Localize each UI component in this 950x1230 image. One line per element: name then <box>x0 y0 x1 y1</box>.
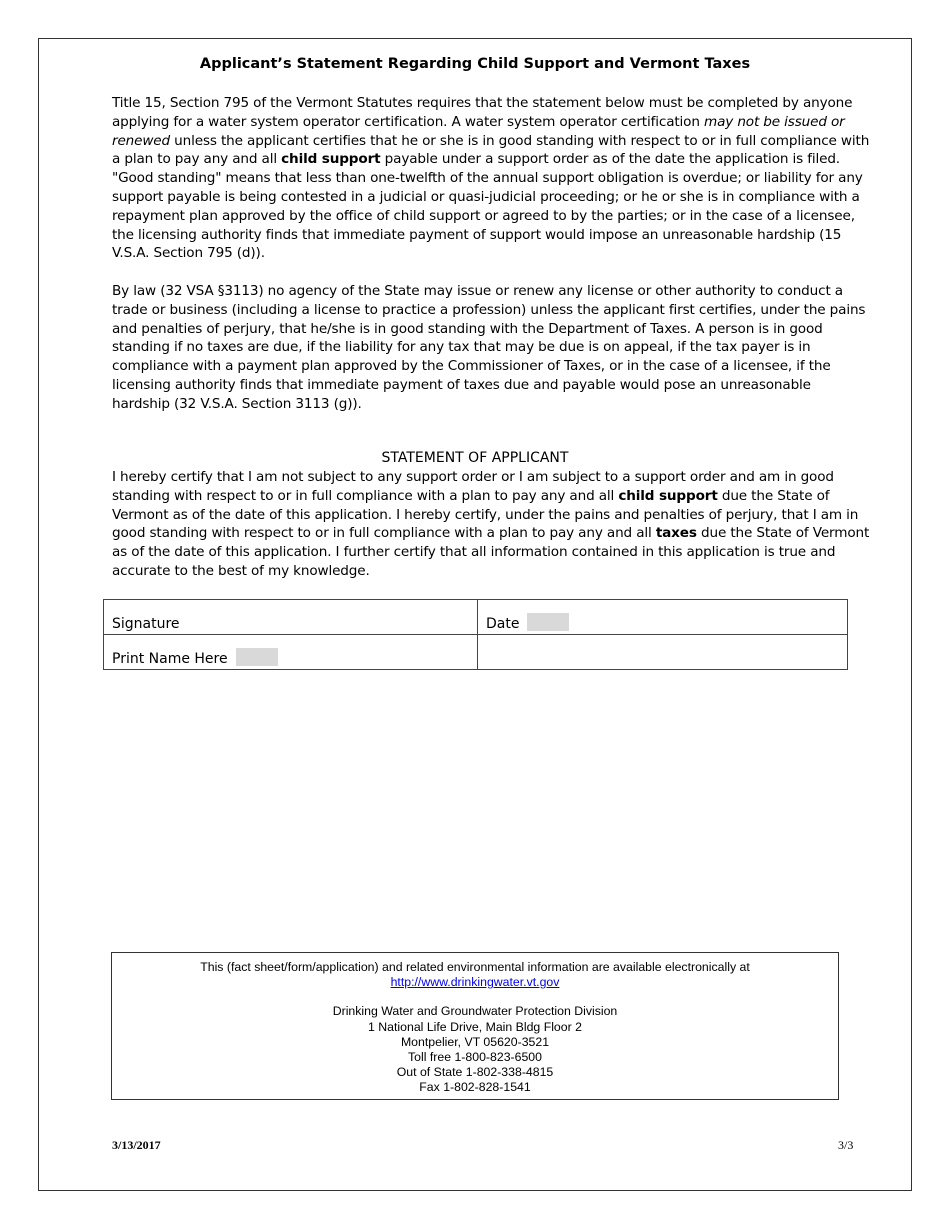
statement-heading: STATEMENT OF APPLICANT <box>381 450 569 466</box>
street-address: 1 National Life Drive, Main Bldg Floor 2 <box>368 1019 582 1034</box>
signature-table <box>103 599 848 670</box>
text: payable under a support order as of the date the application is filed. "Good standing" means that less than one-twelfth of the annual support obligation is overdue; or liability for any support payable is being contested in a judicial or quasi-judicial proceeding; or he or she is in compliance with a repayment plan approved by the office of child support or agreed to by the parties; or in the case of a licensee, the licensing authority finds that immediate payment of support would impose an unreasonable hardship (15 V.S.A. Section 795 (d)). <box>112 151 863 262</box>
print-name-cell <box>104 635 478 670</box>
date-label: Date <box>486 616 520 632</box>
text: unless the applicant certifies that he or she is in good standing with respect to or in full compliance with a plan to pay any and all <box>112 132 870 168</box>
bold-text: child support <box>281 151 381 168</box>
print-name-input[interactable] <box>236 648 278 666</box>
availability-text: This (fact sheet/form/application) and related environmental information are available electronically at <box>200 960 750 974</box>
applicant-statement <box>112 468 870 581</box>
division-name: Drinking Water and Groundwater Protection Division <box>332 1004 618 1019</box>
print-name-label: Print Name Here <box>112 651 228 667</box>
taxes-paragraph: By law (32 VSA §3113) no agency of the State may issue or renew any license or other authority to conduct a trade or business (including a license to practice a profession) unless the applicant first certifies, under the pains and penalties of perjury, that he/she is in good standing with the Department of Taxes. A person is in good standing if no taxes are due, if the liability for any tax that may be due is on appeal, if the tax payer is in compliance with a payment plan approved by the Commissioner of Taxes, or in the case of a licensee, if the licensing authority finds that immediate payment of taxes due and payable would pose an unreasonable hardship (32 V.S.A. Section 3113 (g)). <box>112 283 866 412</box>
date-input[interactable] <box>527 613 569 631</box>
signature-field[interactable] <box>104 600 478 635</box>
date-cell <box>478 600 848 635</box>
empty-cell <box>478 635 848 670</box>
text: Title 15, Section 795 of the Vermont Statutes requires that the statement below must be completed by anyone applying for a water system operator certification. A water system operator certification <box>112 95 853 130</box>
fax-number: Fax 1-802-828-1541 <box>419 1080 531 1095</box>
city-address: Montpelier, VT 05620-3521 <box>400 1034 550 1049</box>
text: due the State of Vermont as of the date of this application. I further certify that all information contained in this application is true and accurate to the best of my knowledge. <box>112 525 870 579</box>
child-support-paragraph <box>112 94 870 263</box>
toll-free-phone: Toll free 1-800-823-6500 <box>408 1050 542 1065</box>
emphasis-text: may not be issued or renewed <box>112 113 845 149</box>
page-number: 3/3 <box>838 1138 854 1152</box>
document-title: Applicant’s Statement Regarding Child Support and Vermont Taxes <box>199 56 751 72</box>
website-link[interactable]: http://www.drinkingwater.vt.gov <box>390 975 560 990</box>
contact-footer-box <box>111 952 839 1100</box>
revision-date: 3/13/2017 <box>112 1138 161 1152</box>
out-of-state-phone: Out of State 1-802-338-4815 <box>396 1065 554 1080</box>
bold-text: child support <box>618 487 718 504</box>
text: due the State of Vermont as of the date of this application. I hereby certify, under the pains and penalties of perjury, that I am in good standing with respect to or in full compliance with a plan to pay any and all <box>112 487 859 542</box>
text: I hereby certify that I am not subject to any support order or I am subject to a support order and am in good standing with respect to or in full compliance with a plan to pay any and all <box>112 469 834 504</box>
signature-label: Signature <box>112 616 180 632</box>
bold-text: taxes <box>655 525 697 542</box>
